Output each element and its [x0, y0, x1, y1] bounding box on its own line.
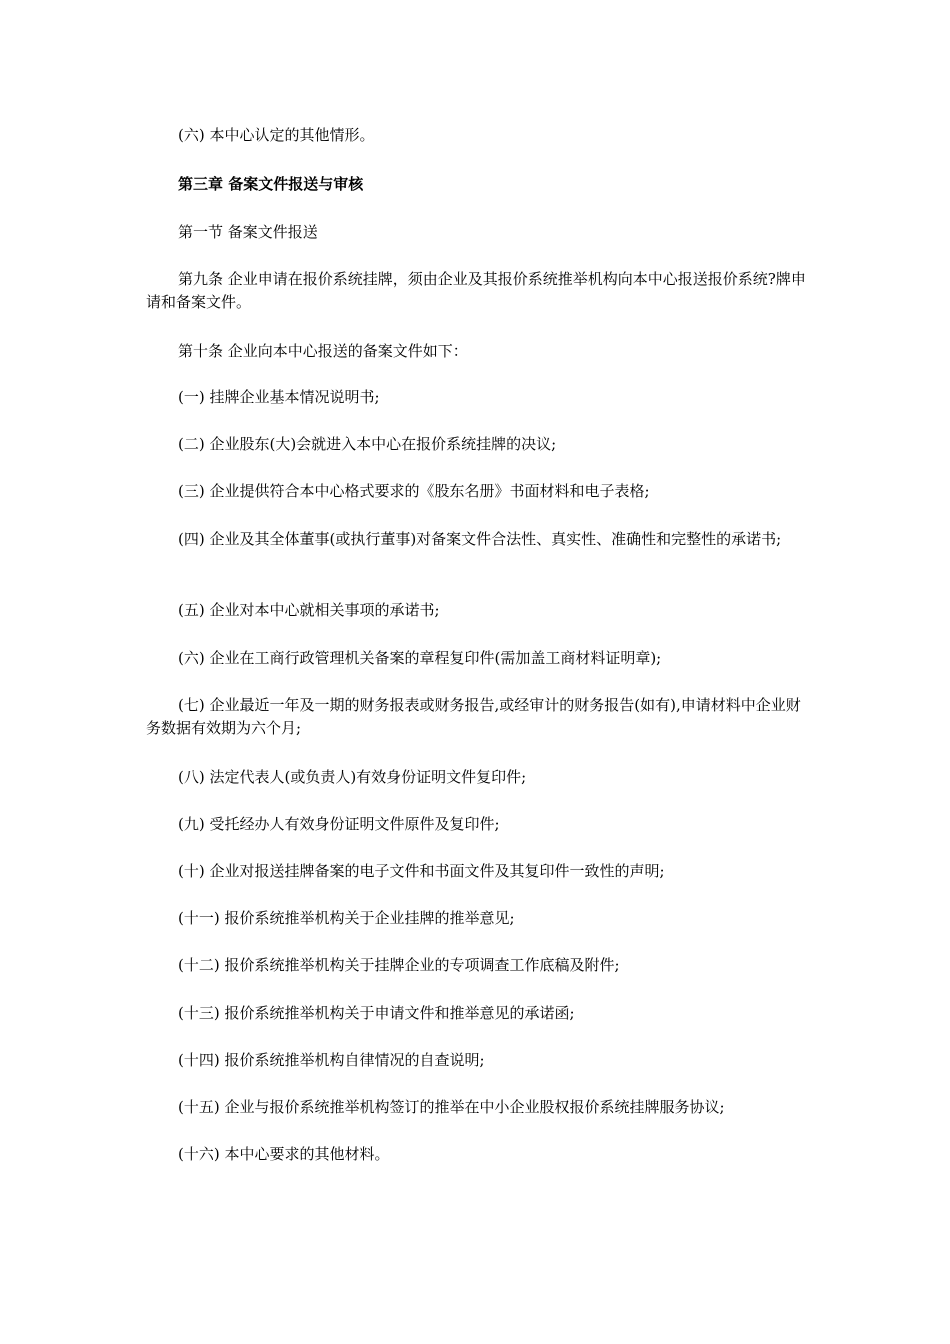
list-item-13: (十三) 报价系统推举机构关于申请文件和推举意见的承诺函; — [178, 1004, 575, 1022]
list-item-5: (五) 企业对本中心就相关事项的承诺书; — [178, 601, 440, 619]
list-item-12: (十二) 报价系统推举机构关于挂牌企业的专项调查工作底稿及附件; — [178, 956, 620, 974]
list-item-6: (六) 企业在工商行政管理机关备案的章程复印件(需加盖工商材料证明章); — [178, 649, 662, 667]
list-item-3: (三) 企业提供符合本中心格式要求的《股东名册》书面材料和电子表格; — [178, 482, 650, 500]
list-item-7: (七) 企业最近一年及一期的财务报表或财务报告,或经审计的财务报告(如有),申请材料中企业财务数据有效期为六个月; — [146, 696, 801, 737]
article-9-paragraph: 第九条 企业申请在报价系统挂牌，须由企业及其报价系统推举机构向本中心报送报价系统?牌申请和备案文件。 — [146, 270, 806, 311]
list-item-16: (十六) 本中心要求的其他材料。 — [178, 1145, 390, 1163]
list-item-1: (一) 挂牌企业基本情况说明书; — [178, 388, 380, 406]
article-10-paragraph: 第十条 企业向本中心报送的备案文件如下： — [178, 342, 468, 360]
paragraph-item-6-other-circumstances: (六) 本中心认定的其他情形。 — [178, 126, 375, 144]
list-item-2: (二) 企业股东(大)会就进入本中心在报价系统挂牌的决议; — [178, 435, 557, 453]
list-item-15: (十五) 企业与报价系统推举机构签订的推举在中小企业股权报价系统挂牌服务协议; — [178, 1098, 725, 1116]
list-item-4: (四) 企业及其全体董事(或执行董事)对备案文件合法性、真实性、准确性和完整性的承诺书; — [178, 530, 782, 548]
list-item-14: (十四) 报价系统推举机构自律情况的自查说明; — [178, 1051, 485, 1069]
list-item-11: (十一) 报价系统推举机构关于企业挂牌的推举意见; — [178, 909, 515, 927]
chapter-heading: 第三章 备案文件报送与审核 — [178, 175, 364, 193]
list-item-8: (八) 法定代表人(或负责人)有效身份证明文件复印件; — [178, 768, 527, 786]
section-heading: 第一节 备案文件报送 — [178, 223, 318, 241]
list-item-9: (九) 受托经办人有效身份证明文件原件及复印件; — [178, 815, 500, 833]
list-item-10: (十) 企业对报送挂牌备案的电子文件和书面文件及其复印件一致性的声明; — [178, 862, 665, 880]
